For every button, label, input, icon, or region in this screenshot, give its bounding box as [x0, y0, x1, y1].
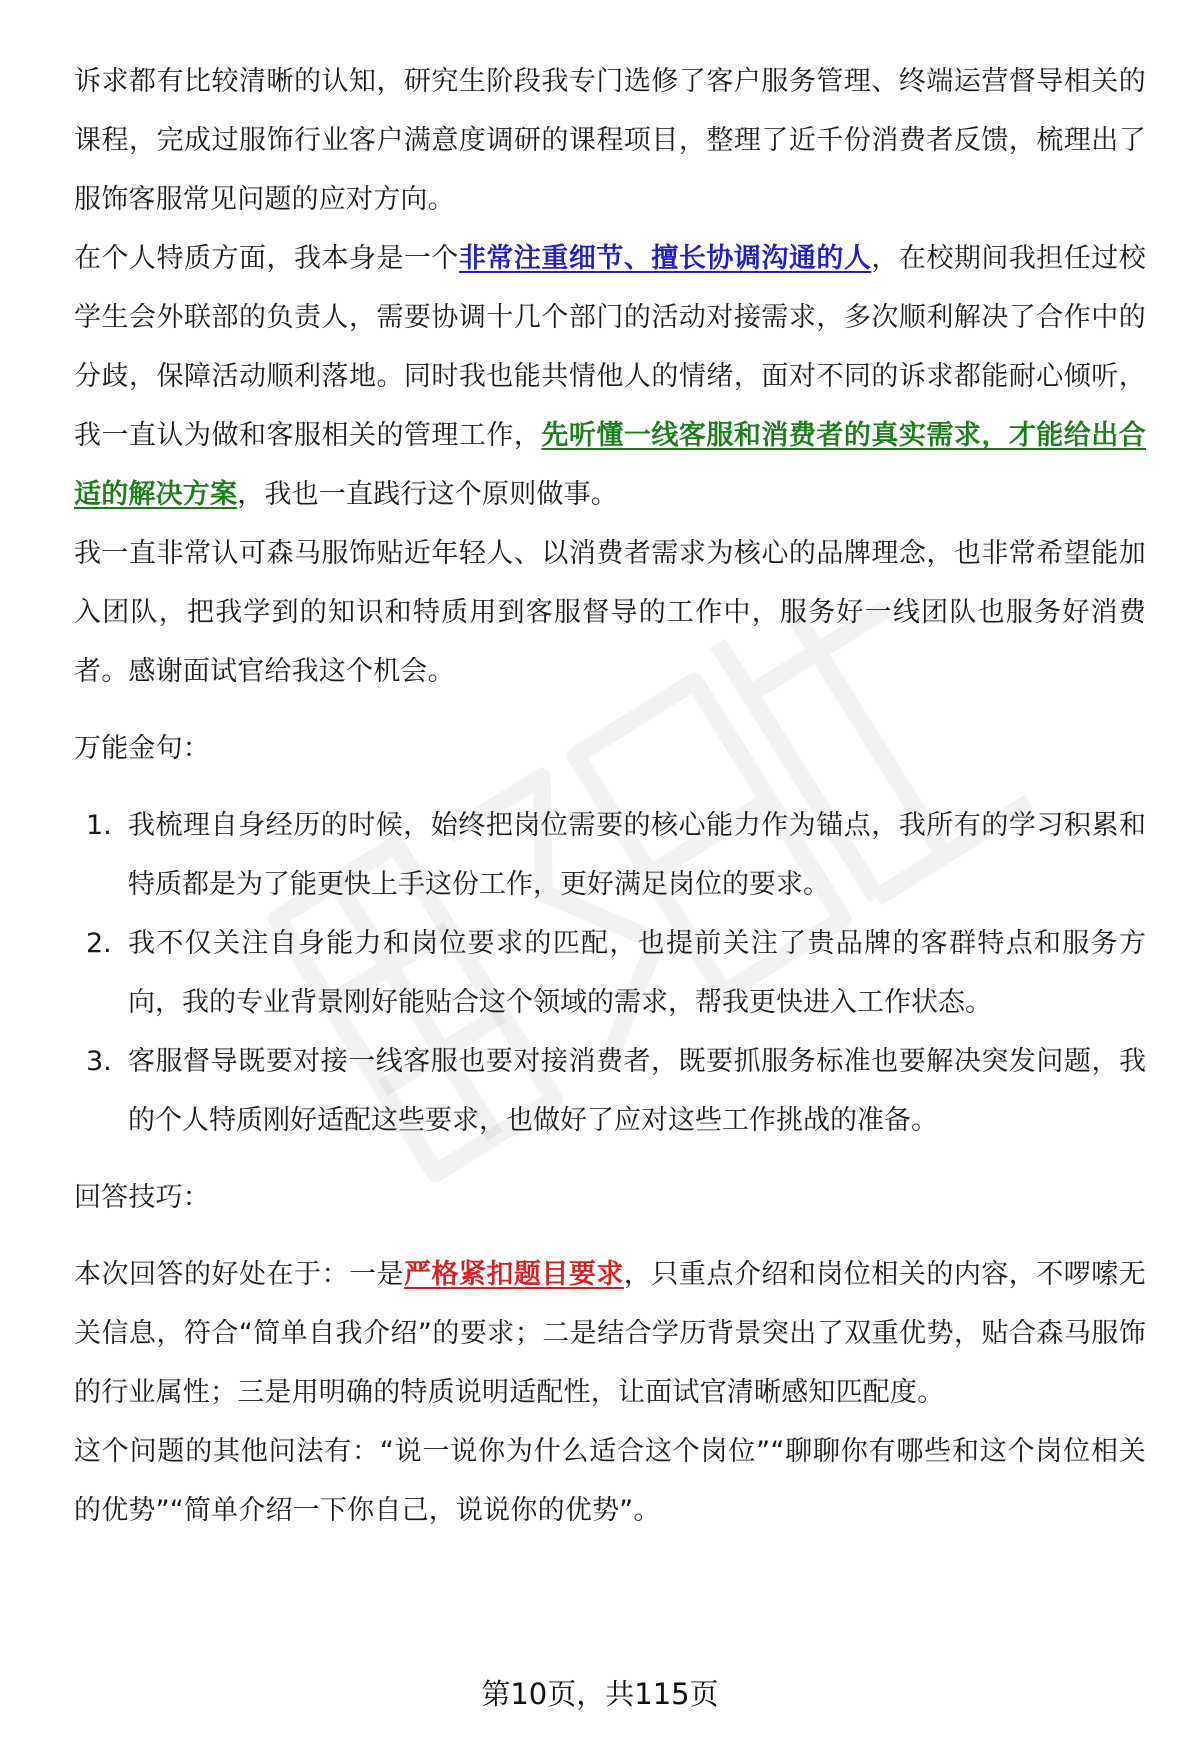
tips-highlight-red: 严格紧扣题目要求	[403, 1259, 624, 1290]
traits-text-a: 在个人特质方面，我本身是一个	[74, 243, 459, 274]
paragraph-company-fit: 我一直非常认可森马服饰贴近年轻人、以消费者需求为核心的品牌理念，也非常希望能加入团队，把我学到的知识和特质用到客服督导的工作中，服务好一线团队也服务好消费者。感谢面试官给我这个机会。	[74, 538, 1146, 687]
list-text: 客服督导既要对接一线客服也要对接消费者，既要抓服务标准也要解决突发问题，我的个人特质刚好适配这些要求，也做好了应对这些工作挑战的准备。	[128, 1046, 1146, 1136]
golden-sentences-list	[74, 796, 1146, 1150]
traits-text-c: ，我也一直践行这个原则做事。	[237, 479, 619, 510]
traits-text-b: ，在校期间我担任过校学生会外联部的负责人，需要协调十几个部门的活动对接需求，多次顺利解决了合作中的分歧，保障活动顺利落地。同时我也能共情他人的情绪，面对不同的诉求都能耐心倾听，我一直认为做和客服相关的管理工作，	[74, 243, 1146, 451]
list-item	[74, 796, 1146, 914]
tips-text-a: 本次回答的好处在于：一是	[74, 1259, 404, 1290]
paragraph-alternative-questions: 这个问题的其他问法有：“说一说你为什么适合这个岗位”“聊聊你有哪些和这个岗位相关的优势”“简单介绍一下你自己，说说你的优势”。	[74, 1436, 1146, 1526]
answer-tips-title: 回答技巧：	[74, 1182, 210, 1213]
paragraph-tips	[74, 1245, 1146, 1422]
list-number: 1.	[86, 810, 112, 841]
list-item	[74, 914, 1146, 1032]
document-body	[74, 52, 1146, 1540]
traits-highlight-blue: 非常注重细节、擅长协调沟通的人	[458, 243, 872, 274]
list-number: 2.	[86, 928, 112, 959]
list-text: 我不仅关注自身能力和岗位要求的匹配，也提前关注了贵品牌的客群特点和服务方向，我的专业背景刚好能贴合这个领域的需求，帮我更快进入工作状态。	[128, 928, 1146, 1018]
list-text: 我梳理自身经历的时候，始终把岗位需要的核心能力作为锚点，我所有的学习积累和特质都是为了能更快上手这份工作，更好满足岗位的要求。	[128, 810, 1146, 900]
traits-highlight-green: 先听懂一线客服和消费者的真实需求，才能给出合适的解决方案	[74, 420, 1146, 510]
golden-sentences-title: 万能金句：	[74, 733, 210, 764]
list-number: 3.	[86, 1046, 112, 1077]
paragraph-education: 诉求都有比较清晰的认知，研究生阶段我专门选修了客户服务管理、终端运营督导相关的课程，完成过服饰行业客户满意度调研的课程项目，整理了近千份消费者反馈，梳理出了服饰客服常见问题的应对方向。	[74, 66, 1146, 215]
page-number: 第10页，共115页	[481, 1677, 719, 1711]
tips-text-b: ，只重点介绍和岗位相关的内容，不啰嗦无关信息，符合“简单自我介绍”的要求；二是结合学历背景突出了双重优势，贴合森马服饰的行业属性；三是用明确的特质说明适配性，让面试官清晰感知匹配度。	[74, 1259, 1146, 1408]
paragraph-personal-traits	[74, 229, 1146, 524]
list-item	[74, 1032, 1146, 1150]
